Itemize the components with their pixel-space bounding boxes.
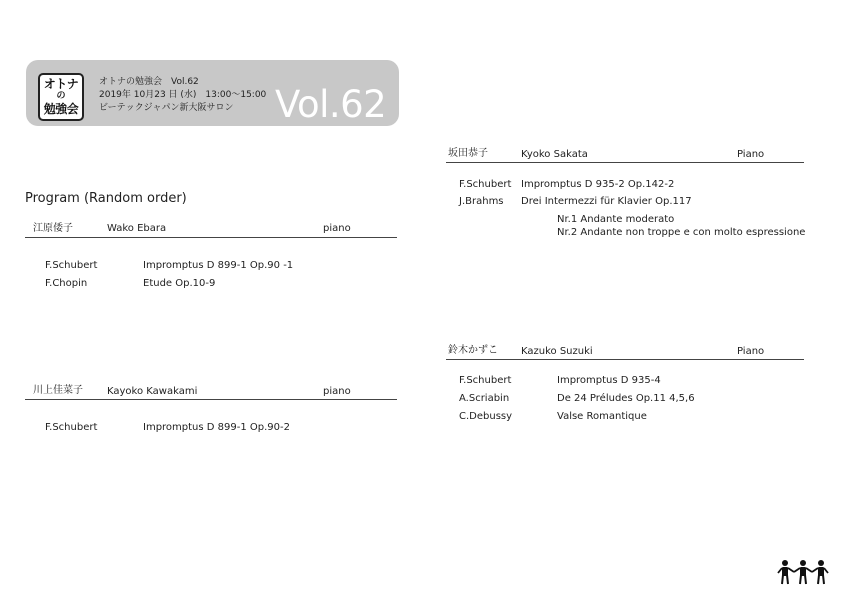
performer-instrument: Piano	[737, 346, 765, 357]
performer-name-en: Kayoko Kawakami	[107, 386, 198, 397]
performer-instrument: piano	[323, 223, 351, 234]
performer-name-jp: 坂田恭子	[448, 148, 488, 159]
piece-title: Impromptus D 899-1 Op.90-2	[143, 422, 290, 433]
program-heading: Program (Random order)	[25, 191, 187, 206]
piece-composer: F.Schubert	[45, 422, 98, 433]
piece-title: Etude Op.10-9	[143, 278, 216, 289]
performer-instrument: piano	[323, 386, 351, 397]
piece-composer: F.Schubert	[45, 260, 98, 271]
event-date: 2019年 10月23 日 (水) 13:00～15:00	[99, 90, 267, 100]
piece-composer: C.Debussy	[459, 411, 513, 422]
piece-title: Valse Romantique	[557, 411, 647, 422]
performer-name-en: Kazuko Suzuki	[521, 346, 593, 357]
piece-title: Impromptus D 935-2 Op.142-2	[521, 179, 675, 190]
section-divider	[25, 399, 397, 400]
logo-line-2: の	[56, 91, 66, 101]
piece-composer: F.Schubert	[459, 375, 512, 386]
performer-name-jp: 鈴木かずこ	[448, 345, 498, 356]
performer-name-jp: 江原倭子	[33, 223, 73, 234]
piece-movement: Nr.1 Andante moderato	[557, 214, 675, 225]
performer-name-en: Wako Ebara	[107, 223, 167, 234]
piece-composer: A.Scriabin	[459, 393, 510, 404]
performer-name-en: Kyoko Sakata	[521, 149, 588, 160]
event-title: オトナの勉強会 Vol.62	[99, 77, 199, 87]
piece-composer: F.Chopin	[45, 278, 88, 289]
logo-line-3: 勉強会	[43, 102, 79, 116]
piece-movement: Nr.2 Andante non troppe e con molto espressione	[557, 227, 806, 238]
performer-name-jp: 川上佳菜子	[33, 385, 83, 396]
section-divider	[446, 162, 804, 163]
section-divider	[446, 359, 804, 360]
logo-line-1: オトナ	[43, 77, 79, 91]
piece-title: De 24 Préludes Op.11 4,5,6	[557, 393, 695, 404]
three-people-icon	[776, 559, 830, 589]
performer-instrument: Piano	[737, 149, 765, 160]
piece-title: Drei Intermezzi für Klavier Op.117	[521, 196, 692, 207]
section-divider	[25, 237, 397, 238]
event-venue: ビーテックジャパン新大阪サロン	[99, 103, 234, 113]
event-logo	[38, 73, 84, 121]
piece-title: Impromptus D 899-1 Op.90 -1	[143, 260, 294, 271]
piece-composer: F.Schubert	[459, 179, 512, 190]
piece-title: Impromptus D 935-4	[557, 375, 661, 386]
volume-number: Vol.62	[275, 83, 387, 126]
piece-composer: J.Brahms	[459, 196, 504, 207]
